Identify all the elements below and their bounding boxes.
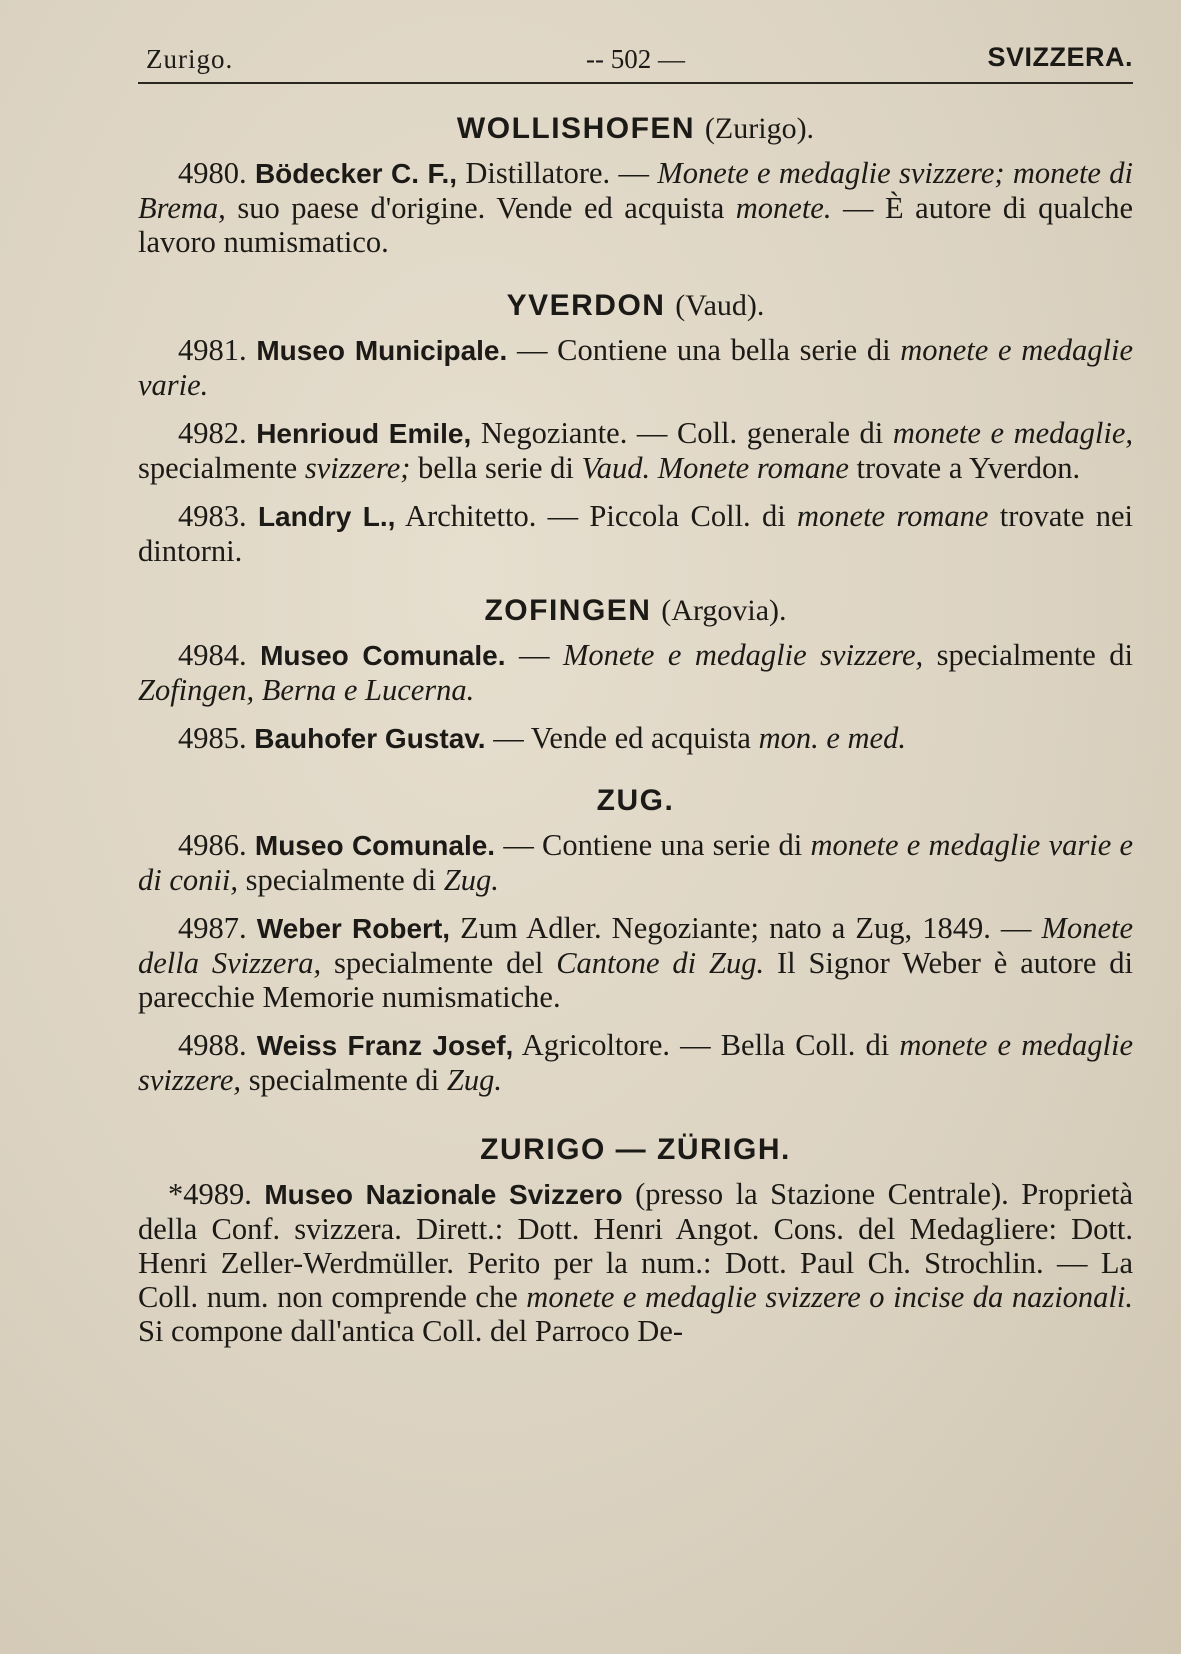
entry-4981: 4981. Museo Municipale. — Contiene una bella serie di monete e medaglie varie. xyxy=(138,333,1133,402)
entry-4983: 4983. Landry L., Architetto. — Piccola Coll. di monete romane trovate nei dintorni. xyxy=(138,499,1134,568)
running-head-left: Zurigo. xyxy=(146,44,234,74)
entry-4989: *4989. Museo Nazionale Svizzero (presso la Stazione Centrale). Proprietà della Conf. svizzera. Dirett.: Dott. Henri Angot. Cons. del Medagliere: Dott. Henri Zeller-Werdmüller. Perito per la num.: Dott. Paul Ch. Strochlin. — La Coll. num. non comprende che monete e medaglie svizzere o incise da nazionali. Si compone dall'antica Coll. del Parroco De- xyxy=(138,1177,1134,1348)
book-page xyxy=(138,38,1133,1348)
page-number: -- 502 — xyxy=(586,44,685,74)
running-head-right: SVIZZERA. xyxy=(987,42,1133,72)
entry-4987: 4987. Weber Robert, Zum Adler. Negoziante; nato a Zug, 1849. — Monete della Svizzera, specialmente del Cantone di Zug. Il Signor Weber è autore di parecchie Memorie numismatiche. xyxy=(138,911,1134,1014)
entry-4982: 4982. Henrioud Emile, Negoziante. — Coll. generale di monete e medaglie, specialmente svizzere; bella serie di Vaud. Monete romane trovate a Yverdon. xyxy=(138,416,1133,485)
section-title-zug: ZUG. xyxy=(596,784,675,817)
entry-4985: 4985. Bauhofer Gustav. — Vende ed acquista mon. e med. xyxy=(178,721,906,755)
section-title-wollishofen: WOLLISHOFEN (Zurigo). xyxy=(456,112,815,145)
section-title-zurigo: ZURIGO — ZÜRIGH. xyxy=(480,1133,791,1166)
section-title-yverdon: YVERDON (Vaud). xyxy=(506,289,765,322)
running-header xyxy=(138,38,1133,84)
entry-4988: 4988. Weiss Franz Josef, Agricoltore. — Bella Coll. di monete e medaglie svizzere, specialmente di Zug. xyxy=(138,1028,1133,1097)
entry-4984: 4984. Museo Comunale. — Monete e medaglie svizzere, specialmente di Zofingen, Berna e Lucerna. xyxy=(138,638,1133,707)
entry-4986: 4986. Museo Comunale. — Contiene una serie di monete e medaglie varie e di conii, specialmente di Zug. xyxy=(138,828,1134,897)
section-title-zofingen: ZOFINGEN (Argovia). xyxy=(484,594,787,627)
entry-4980: 4980. Bödecker C. F., Distillatore. — Monete e medaglie svizzere; monete di Brema, suo paese d'origine. Vende ed acquista monete. — È autore di qualche lavoro numismatico. xyxy=(138,156,1134,259)
